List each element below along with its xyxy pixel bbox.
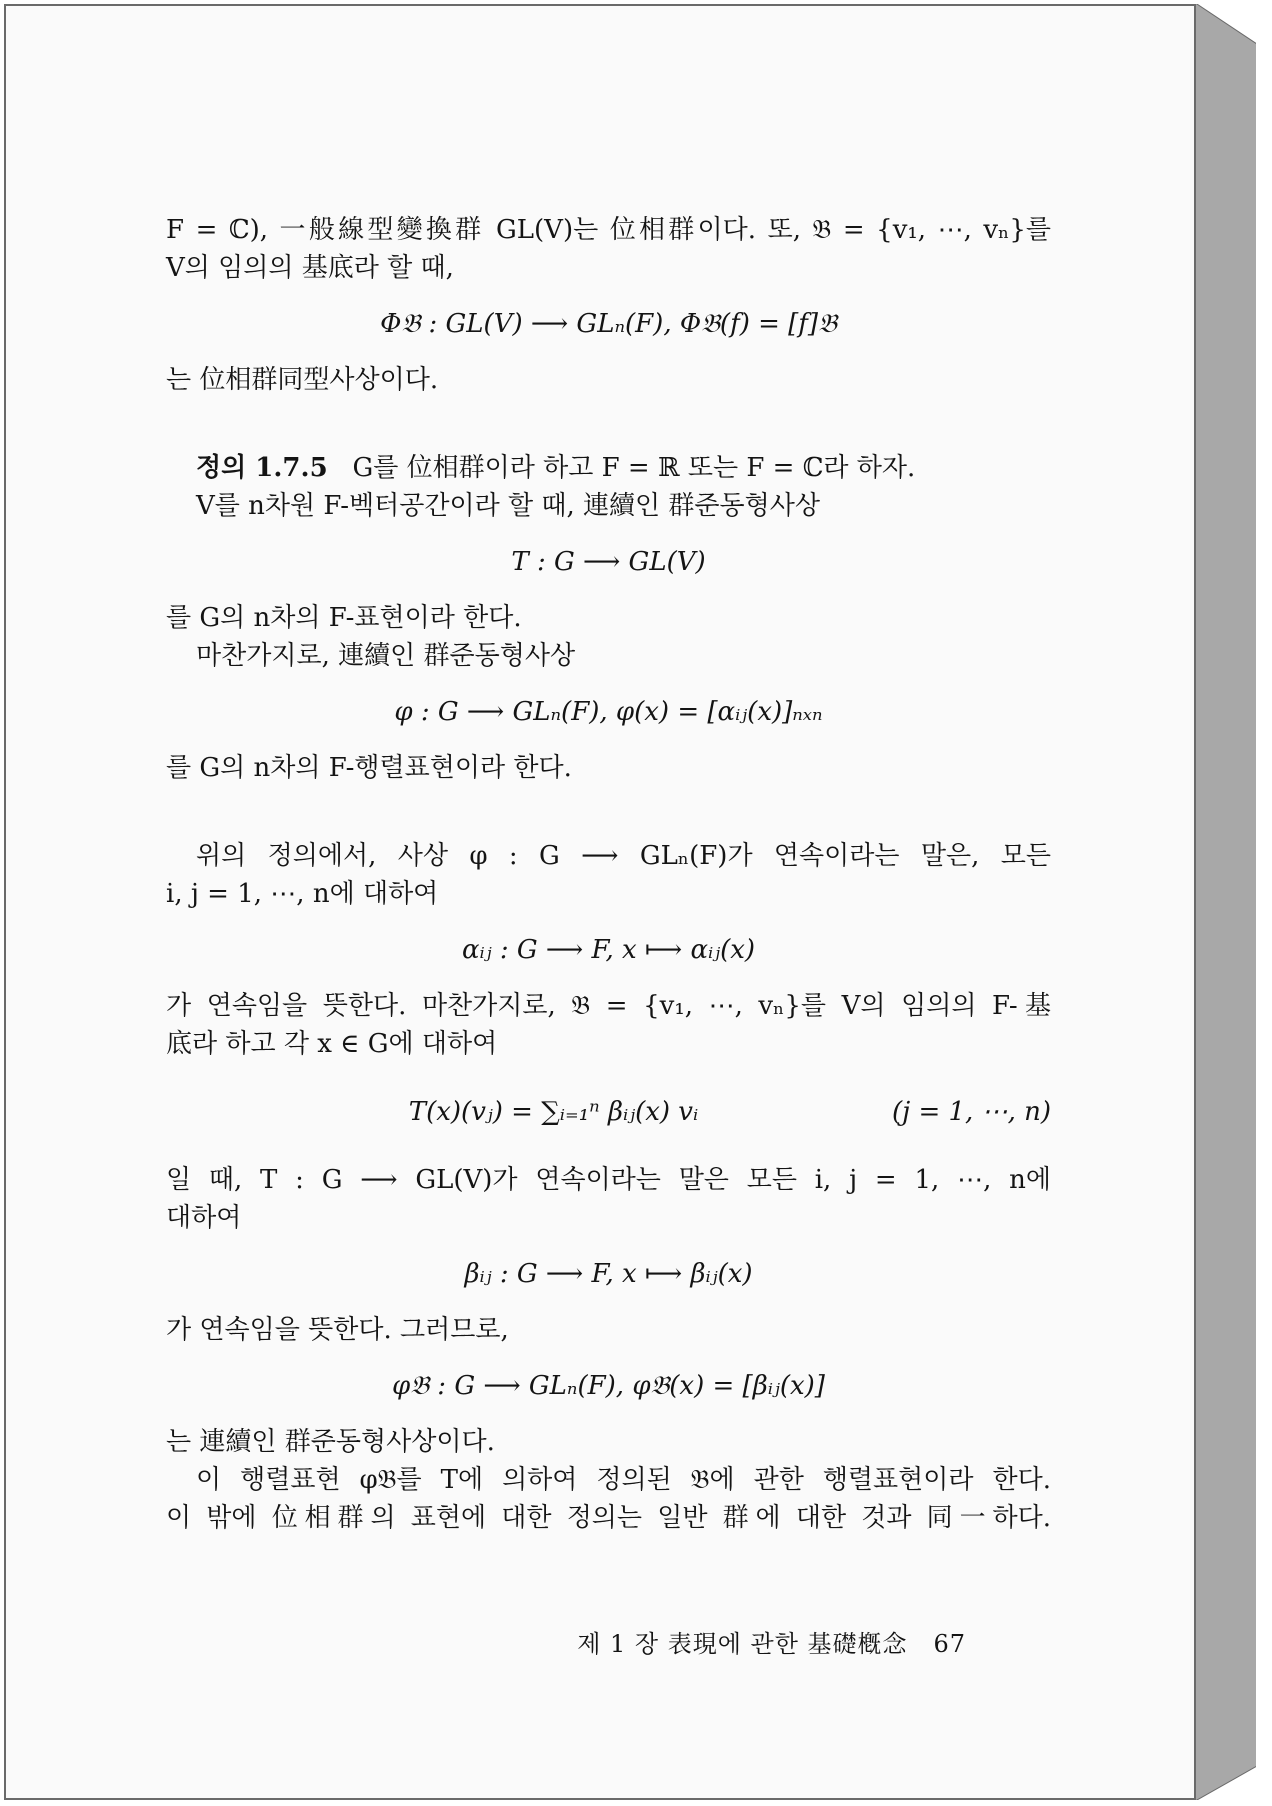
text-line: 위의 정의에서, 사상 φ : G ⟶ GLₙ(F)가 연속이라는 말은, 모든: [196, 841, 1051, 871]
definition-text: G를 位相群이라 하고 F = ℝ 또는 F = ℂ라 하자.: [352, 453, 916, 483]
equation: βᵢⱼ : G ⟶ F, x ⟼ βᵢⱼ(x): [464, 1259, 753, 1289]
text-line: V의 임의의 基底라 할 때,: [166, 253, 454, 283]
equation: αᵢⱼ : G ⟶ F, x ⟼ αᵢⱼ(x): [461, 935, 756, 965]
text-line: 이 밖에 位相群의 표현에 대한 정의는 일반 群에 대한 것과 同一하다.: [166, 1503, 1051, 1533]
text-line: 마찬가지로, 連續인 群준동형사상: [196, 641, 576, 671]
definition-block: [166, 449, 1051, 487]
text-line: 는 連續인 群준동형사상이다.: [166, 1427, 495, 1457]
equation: φ : G ⟶ GLₙ(F), φ(x) = [αᵢⱼ(x)]ₙₓₙ: [394, 697, 823, 727]
text-line: 底라 하고 각 x ∈ G에 대하여: [166, 1029, 498, 1059]
text-line: 가 연속임을 뜻한다. 마찬가지로, 𝔅 = {v₁, ⋯, vₙ}를 V의 임의의 F-基: [166, 991, 1051, 1021]
text-line: 를 G의 n차의 F-표현이라 한다.: [166, 603, 522, 633]
text-line: 를 G의 n차의 F-행렬표현이라 한다.: [166, 753, 572, 783]
equation: T(x)(vⱼ) = ∑ᵢ₌₁ⁿ βᵢⱼ(x) vᵢ: [408, 1097, 699, 1127]
page-footer: [577, 1624, 966, 1659]
text-line: V를 n차원 F-벡터공간이라 할 때, 連續인 群준동형사상: [196, 491, 821, 521]
text-line: 가 연속임을 뜻한다. 그러므로,: [166, 1315, 509, 1345]
text-line: 대하여: [166, 1203, 242, 1233]
text-line: i, j = 1, ⋯, n에 대하여: [166, 879, 439, 909]
text-line: 는 位相群同型사상이다.: [166, 365, 439, 395]
equation: Φ𝔅 : GL(V) ⟶ GLₙ(F), Φ𝔅(f) = [f]𝔅: [380, 309, 837, 339]
equation-tag: (j = 1, ⋯, n): [891, 1097, 1051, 1127]
chapter-title: 제 1 장 表現에 관한 基礎槪念: [577, 1630, 908, 1658]
text-line: 이 행렬표현 φ𝔅를 T에 의하여 정의된 𝔅에 관한 행렬표현이라 한다.: [196, 1465, 1051, 1495]
equation-row: [166, 1093, 1051, 1131]
text-line: F = ℂ), 一般線型變換群 GL(V)는 位相群이다. 또, 𝔅 = {v₁, ⋯, vₙ}를: [166, 215, 1051, 245]
equation: φ𝔅 : G ⟶ GLₙ(F), φ𝔅(x) = [βᵢⱼ(x)]: [392, 1371, 825, 1401]
definition-heading: 정의 1.7.5: [196, 453, 328, 483]
text-line: 일 때, T : G ⟶ GL(V)가 연속이라는 말은 모든 i, j = 1, ⋯, n에: [166, 1165, 1051, 1195]
equation: T : G ⟶ GL(V): [511, 547, 706, 577]
page-content: [166, 211, 1051, 1537]
page-number: 67: [933, 1630, 966, 1658]
book-page: [4, 4, 1196, 1800]
